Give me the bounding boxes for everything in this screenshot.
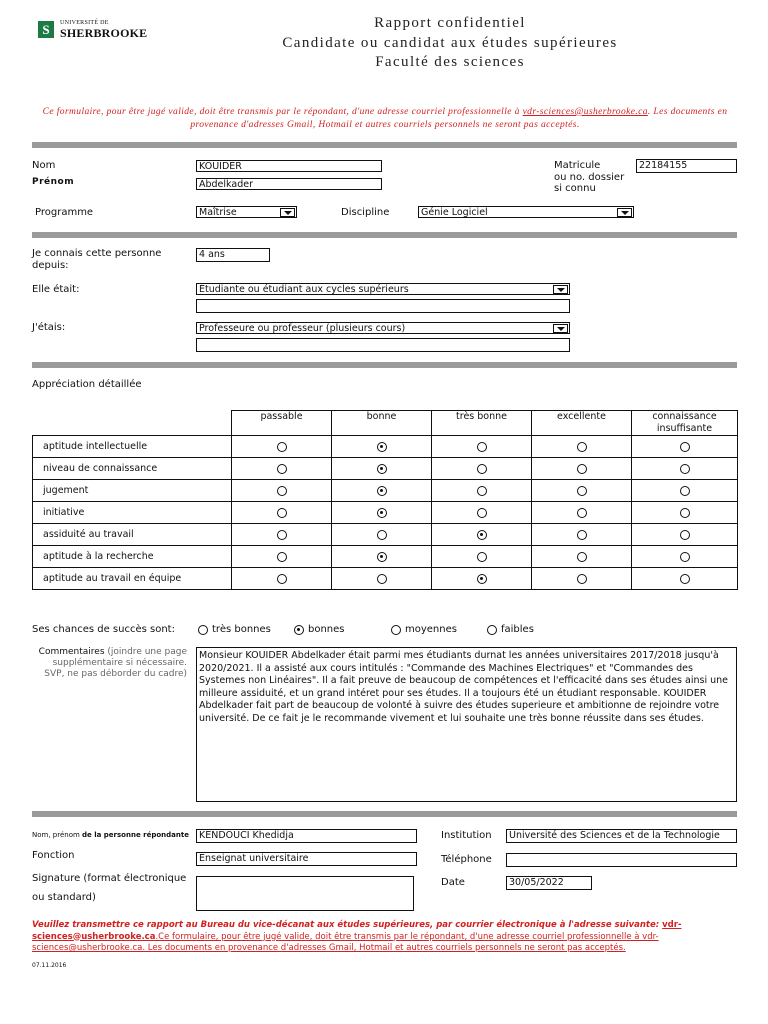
column-header: très bonne — [432, 411, 532, 436]
radio-button[interactable] — [477, 442, 487, 452]
table-row — [33, 568, 738, 590]
respondent-name-label-b: de la personne répondante — [82, 831, 189, 839]
rating-cell — [432, 436, 532, 458]
row-label: niveau de connaissance — [33, 458, 232, 480]
table-row — [33, 458, 738, 480]
rating-cell — [432, 458, 532, 480]
prenom-label: Prénom — [32, 177, 75, 187]
faculty-name: Faculté des sciences — [375, 54, 525, 70]
table-row — [33, 524, 738, 546]
university-logo — [38, 20, 148, 42]
elle-extra-field[interactable] — [196, 299, 570, 313]
fonction-label: Fonction — [32, 850, 75, 861]
rating-cell — [632, 436, 738, 458]
radio-button[interactable] — [477, 552, 487, 562]
page-subtitle: Candidate ou candidat aux études supérieures — [282, 35, 618, 51]
rating-cell — [432, 568, 532, 590]
date-field[interactable]: 30/05/2022 — [506, 876, 592, 890]
nom-field[interactable]: KOUIDER — [196, 160, 382, 172]
rating-cell — [532, 568, 632, 590]
section-divider — [32, 142, 737, 148]
programme-select[interactable] — [196, 206, 297, 218]
logo-line1: UNIVERSITÉ DE — [60, 20, 109, 26]
elle-label: Elle était: — [32, 284, 80, 295]
rating-cell — [332, 436, 432, 458]
radio-button[interactable] — [277, 486, 287, 496]
rating-cell — [432, 546, 532, 568]
matricule-label: Matricule ou no. dossier si connu — [554, 160, 625, 194]
radio-button[interactable] — [377, 442, 387, 452]
appreciation-title: Appréciation détaillée — [32, 379, 142, 390]
row-label: initiative — [33, 502, 232, 524]
signature-label: Signature (format électronique ou standard) — [32, 873, 187, 903]
rating-cell — [432, 502, 532, 524]
radio-button[interactable] — [198, 625, 208, 635]
notice-text-2: . Les documents en provenance d'adresses Gmail, Hotmail et autres courriels personnels ne seront pas acceptés. — [190, 107, 728, 130]
discipline-label: Discipline — [341, 207, 390, 218]
rating-cell — [232, 458, 332, 480]
rating-cell — [332, 502, 432, 524]
institution-label: Institution — [441, 830, 492, 841]
row-label: aptitude au travail en équipe — [33, 568, 232, 590]
programme-value: Maîtrise — [199, 207, 237, 218]
fonction-field[interactable]: Enseignat universitaire — [196, 852, 417, 866]
radio-button[interactable] — [577, 574, 587, 584]
version-date: 07.11.2016 — [32, 962, 67, 969]
comments-label: Commentaires — [38, 647, 105, 657]
radio-button[interactable] — [377, 574, 387, 584]
chevron-down-icon[interactable] — [280, 208, 295, 217]
elle-value: Étudiante ou étudiant aux cycles supérieurs — [199, 284, 409, 295]
table-row — [33, 546, 738, 568]
chances-option[interactable] — [198, 624, 271, 635]
jetais-extra-field[interactable] — [196, 338, 570, 352]
radio-button[interactable] — [680, 486, 690, 496]
telephone-field[interactable] — [506, 853, 737, 867]
logo-line2: SHERBROOKE — [60, 26, 148, 40]
date-label: Date — [441, 877, 465, 888]
chances-option-label: très bonnes — [212, 624, 271, 635]
section-divider — [32, 811, 737, 817]
footer-rest-text: .Ce formulaire, pour être jugé valide, doit être transmis par le répondant, d'une adresse courriel professionnelle à vdr-sciences@usherbrooke.ca. Les documents en provenance d'adresses Gmail, Hotmail et autres courriels personnels ne seront pas acceptés. — [32, 931, 659, 953]
discipline-select[interactable] — [418, 206, 634, 218]
radio-button[interactable] — [680, 442, 690, 452]
rating-cell — [532, 480, 632, 502]
chances-option-label: bonnes — [308, 624, 345, 635]
radio-button[interactable] — [680, 530, 690, 540]
radio-button[interactable] — [680, 552, 690, 562]
rating-cell — [232, 436, 332, 458]
radio-button[interactable] — [477, 508, 487, 518]
nom-label: Nom — [32, 160, 56, 171]
rating-cell — [332, 524, 432, 546]
column-header: excellente — [532, 411, 632, 436]
radio-button[interactable] — [577, 442, 587, 452]
rating-cell — [532, 502, 632, 524]
rating-cell — [632, 458, 738, 480]
section-divider — [32, 232, 737, 238]
radio-button[interactable] — [577, 552, 587, 562]
row-label: aptitude à la recherche — [33, 546, 232, 568]
rating-cell — [632, 524, 738, 546]
appreciation-table — [32, 410, 738, 590]
footer-bold-text: Veuillez transmettre ce rapport au Bureau du vice-décanat aux études supérieures, par courrier électronique à l'adresse suivante: — [32, 920, 663, 930]
radio-button[interactable] — [680, 508, 690, 518]
chances-option[interactable] — [294, 624, 345, 635]
telephone-label: Téléphone — [441, 854, 492, 865]
radio-button[interactable] — [477, 486, 487, 496]
radio-button[interactable] — [377, 464, 387, 474]
chevron-down-icon[interactable] — [553, 324, 568, 333]
column-header: connaissance insuffisante — [632, 411, 738, 436]
rating-cell — [532, 436, 632, 458]
rating-cell — [432, 480, 532, 502]
signature-field[interactable] — [196, 876, 414, 911]
rating-cell — [532, 458, 632, 480]
chances-option-label: faibles — [501, 624, 534, 635]
table-header-row — [33, 411, 738, 436]
comments-textarea[interactable]: Monsieur KOUIDER Abdelkader était parmi mes étudiants durnat les années universitaires 2017/2018 jusqu'à 2020/2021. Il a assisté aux cours intitulés : "Commande des Machines Electriques" et "Commandes des Systemes non Linéaires". Il a fait preuve de beaucoup de compétences et l'efficacité dans ses études ainsi une milleure assiduité, et un grand intéret pour ses études. Il a toujours été un étudiant responsable. KOUIDER Abdelkader fait part de beaucoup de volonté à suivre des études superieure et ambitionne de rejoindre votre université. De ce fait je le recommande vivement et lui souhaite une très bonne réussite dans ses études. — [196, 647, 737, 802]
radio-button[interactable] — [577, 464, 587, 474]
table-corner-cell — [33, 411, 232, 436]
row-label: aptitude intellectuelle — [33, 436, 232, 458]
section-divider — [32, 362, 737, 368]
radio-button[interactable] — [277, 530, 287, 540]
discipline-value: Génie Logiciel — [421, 207, 488, 218]
chances-option[interactable] — [487, 624, 534, 635]
chances-label: Ses chances de succès sont: — [32, 624, 175, 635]
table-row — [33, 436, 738, 458]
radio-button[interactable] — [577, 486, 587, 496]
chevron-down-icon[interactable] — [553, 285, 568, 294]
radio-button[interactable] — [377, 486, 387, 496]
radio-button[interactable] — [294, 625, 304, 635]
notice-email-link[interactable]: vdr-sciences@usherbrooke.ca — [522, 107, 648, 117]
footer-instructions — [32, 920, 732, 955]
rating-cell — [632, 546, 738, 568]
logo-mark-icon: S — [38, 21, 54, 38]
rating-cell — [632, 568, 738, 590]
comments-hint: (joindre une page supplémentaire si nécessaire. SVP, ne pas déborder du cadre) — [44, 647, 187, 679]
rating-cell — [232, 568, 332, 590]
chevron-down-icon[interactable] — [617, 208, 632, 217]
programme-label: Programme — [35, 207, 94, 218]
radio-button[interactable] — [277, 442, 287, 452]
radio-button[interactable] — [477, 464, 487, 474]
respondent-name-label — [32, 831, 189, 839]
jetais-select[interactable] — [196, 322, 570, 334]
matricule-field[interactable]: 22184155 — [636, 159, 737, 173]
rating-cell — [332, 568, 432, 590]
rating-cell — [232, 480, 332, 502]
jetais-value: Professeure ou professeur (plusieurs cours) — [199, 323, 406, 334]
radio-button[interactable] — [577, 530, 587, 540]
rating-cell — [232, 546, 332, 568]
jetais-label: J'étais: — [32, 322, 66, 333]
rating-cell — [332, 458, 432, 480]
rating-cell — [632, 502, 738, 524]
chances-option[interactable] — [391, 624, 457, 635]
respondent-name-field[interactable]: KENDOUCI Khedidja — [196, 829, 417, 843]
radio-button[interactable] — [487, 625, 497, 635]
radio-button[interactable] — [377, 552, 387, 562]
page-title: Rapport confidentiel — [374, 15, 526, 31]
column-header: passable — [232, 411, 332, 436]
connais-field[interactable]: 4 ans — [196, 248, 270, 262]
validity-notice — [40, 106, 730, 132]
rating-cell — [232, 502, 332, 524]
radio-button[interactable] — [277, 552, 287, 562]
comments-label-block — [32, 647, 187, 680]
radio-button[interactable] — [377, 530, 387, 540]
institution-field[interactable]: Université des Sciences et de la Technologie — [506, 829, 737, 843]
chances-option-label: moyennes — [405, 624, 457, 635]
rating-cell — [532, 524, 632, 546]
rating-cell — [632, 480, 738, 502]
rating-cell — [532, 546, 632, 568]
radio-button[interactable] — [477, 530, 487, 540]
rating-cell — [432, 524, 532, 546]
radio-button[interactable] — [391, 625, 401, 635]
rating-cell — [232, 524, 332, 546]
radio-button[interactable] — [277, 508, 287, 518]
radio-button[interactable] — [277, 464, 287, 474]
radio-button[interactable] — [377, 508, 387, 518]
radio-button[interactable] — [277, 574, 287, 584]
elle-select[interactable] — [196, 283, 570, 295]
rating-cell — [332, 480, 432, 502]
footer-email-link[interactable]: vdr-sciences@usherbrooke.ca — [32, 920, 682, 942]
prenom-field[interactable]: Abdelkader — [196, 178, 382, 190]
radio-button[interactable] — [680, 574, 690, 584]
connais-label: Je connais cette personne depuis: — [32, 248, 162, 271]
radio-button[interactable] — [577, 508, 587, 518]
radio-button[interactable] — [477, 574, 487, 584]
table-row — [33, 480, 738, 502]
notice-text: Ce formulaire, pour être jugé valide, doit être transmis par le répondant, d'une adresse courriel professionnelle à — [42, 107, 523, 117]
rating-cell — [332, 546, 432, 568]
row-label: assiduité au travail — [33, 524, 232, 546]
table-row — [33, 502, 738, 524]
radio-button[interactable] — [680, 464, 690, 474]
column-header: bonne — [332, 411, 432, 436]
respondent-name-label-a: Nom, prénom — [32, 831, 83, 839]
row-label: jugement — [33, 480, 232, 502]
